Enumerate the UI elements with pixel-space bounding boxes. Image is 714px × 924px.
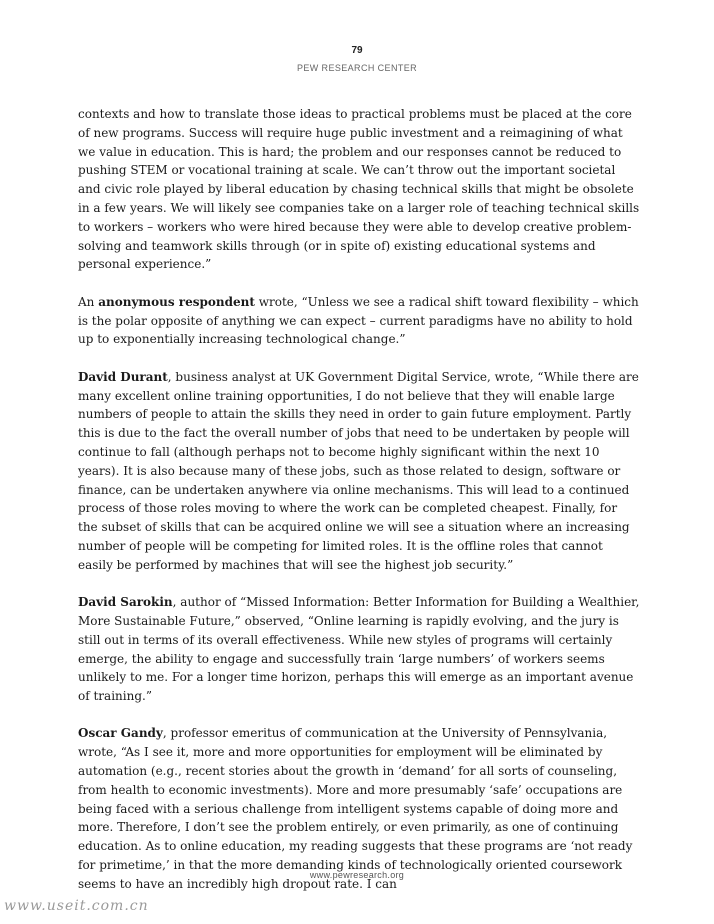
page-header — [0, 44, 714, 75]
paragraph-text: contexts and how to translate those ideas to practical problems must be placed at the core of new programs. Success will require huge public investment and a reimagining of what we value in education. This is hard; the problem and our responses cannot be reduced to pushing STEM or vocational training at scale. We can’t throw out the important societal and civic role played by liberal education by chasing technical skills that might be obsolete in a few years. We will likely see companies take on a larger role of teaching technical skills to workers – workers who were hired because they were able to develop creative problem-solving and teamwork skills through (or in spite of) existing educational systems and personal experience.” — [78, 107, 640, 272]
paragraph-text: , professor emeritus of communication at the University of Pennsylvania, wrote, “As I see it, more and more opportunities for employment will be eliminated by automation (e.g., recent stories about the growth in ‘demand’ for all sorts of counseling, from health to economic investments). More and more presumably ‘safe’ occupations are being faced with a serious challenge from intelligent systems capable of doing more and more. Therefore, I don’t see the problem entirely, or even primarily, as one of continuing education. As to online education, my reading suggests that these programs are ‘not ready for primetime,’ in that the more demanding kinds of technologically oriented coursework seems to have an incredibly high dropout rate. I can — [78, 726, 633, 891]
respondent-name: Oscar Gandy — [78, 726, 163, 741]
body-text — [78, 105, 640, 912]
paragraph-text: , author of “Missed Information: Better Information for Building a Wealthier, More Sustainable Future,” observed, “Online learning is rapidly evolving, and the jury is still out in terms of its overall effectiveness. While new styles of programs will certainly emerge, the ability to engage and successfully train ‘large numbers’ of workers seems unlikely to me. For a longer time horizon, perhaps this will emerge as an important avenue of training.” — [78, 595, 640, 704]
paragraph-durant — [78, 368, 640, 575]
paragraph-text: wrote, “Unless we see a radical shift toward flexibility – which is the polar opposite of anything we can expect – current paradigms have no ability to hold up to exponentially increasing technological change.” — [78, 294, 639, 347]
respondent-name: anonymous respondent — [98, 294, 255, 309]
paragraph-text: , business analyst at UK Government Digital Service, wrote, “While there are many excellent online training opportunities, I do not believe that they will enable large numbers of people to attain the skills they need in order to gain future employment. Partly this is due to the fact the overall number of jobs that need to be undertaken by people will continue to fall (although perhaps not to become highly significant within the next 10 years). It is also because many of these jobs, such as those related to design, software or finance, can be undertaken anywhere via online mechanisms. This will lead to a continued process of those roles moving to where the work can be completed cheapest. Finally, for the subset of skills that can be acquired online we will see a situation where an increasing number of people will be competing for limited roles. It is the offline roles that cannot easily be performed by machines that will see the highest job security.” — [78, 369, 639, 572]
paragraph-lead: An — [78, 294, 99, 309]
paragraph-sarokin — [78, 593, 640, 706]
page-number: 79 — [351, 45, 363, 56]
paragraph-anonymous — [78, 293, 640, 349]
respondent-name: David Durant — [78, 369, 168, 384]
footer-url: www.pewresearch.org — [309, 870, 405, 880]
respondent-name: David Sarokin — [78, 595, 173, 610]
paragraph-continuation — [78, 105, 640, 274]
paragraph-gandy — [78, 724, 640, 893]
watermark: www.useit.com.cn — [4, 898, 149, 914]
org-name: PEW RESEARCH CENTER — [296, 63, 418, 73]
